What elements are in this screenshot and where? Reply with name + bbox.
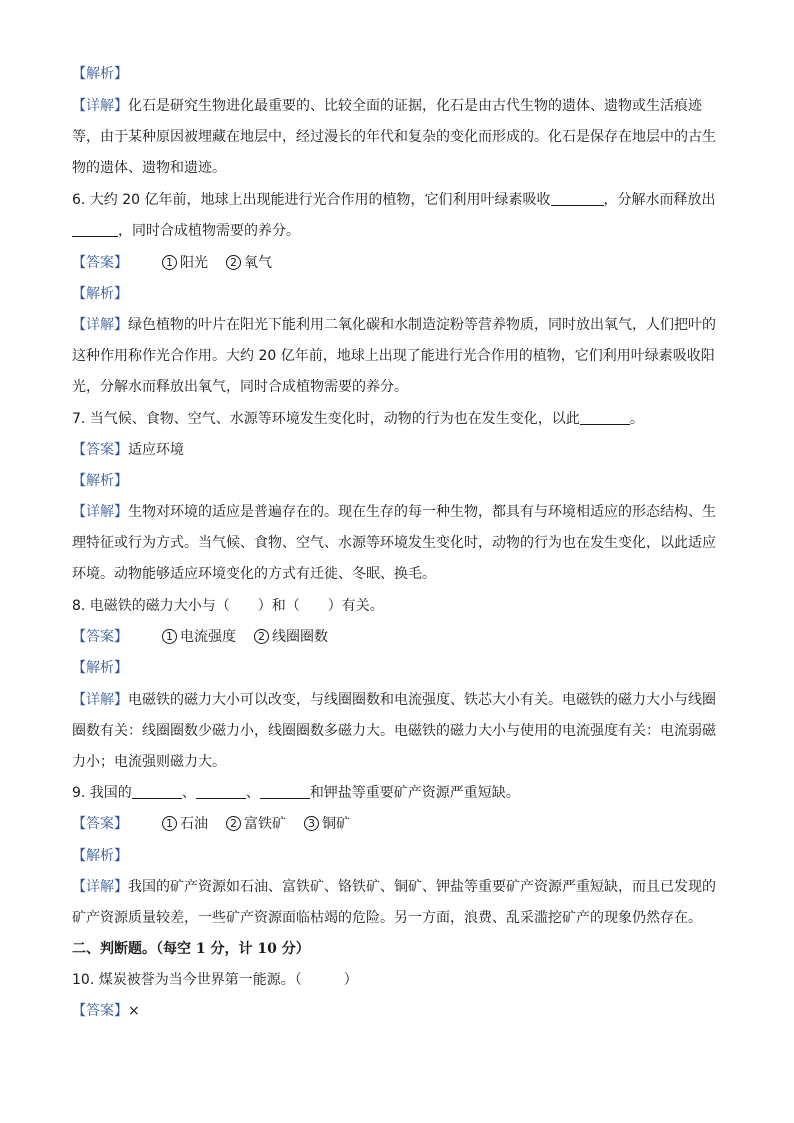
answer-tag: 【答案】 (72, 255, 128, 271)
detail-paragraph (72, 91, 722, 185)
detail-tag: 【详解】 (72, 692, 128, 708)
circled-number: 3 (304, 816, 319, 831)
text-line: 我国的矿产资源如石油、富铁矿、铬铁矿、铜矿、钾盐等重要矿产资源严重短缺，而且已发现的 (128, 879, 716, 895)
text-line: 力小；电流强则磁力大。 (72, 754, 226, 771)
analysis-tag: 【解析】 (72, 286, 128, 302)
answer-text: 线圈圈数 (272, 629, 328, 645)
text-line: 圈数有关：线圈圈数少磁力小，线圈圈数多磁力大。电磁铁的磁力大小与使用的电流强度有关：电流弱磁 (72, 723, 716, 740)
question-7 (72, 404, 722, 435)
detail-paragraph (72, 310, 722, 404)
section-heading (72, 934, 722, 965)
circled-number: 2 (226, 255, 241, 270)
answer-tag: 【答案】 (72, 442, 128, 458)
analysis-heading (72, 466, 722, 497)
answer-tag: 【答案】 (72, 1003, 128, 1019)
text-line: 化石是研究生物进化最重要的、比较全面的证据，化石是由古代生物的遗体、遗物或生活痕迹 (128, 98, 702, 114)
answer-tag: 【答案】 (72, 629, 128, 645)
answer-row (72, 996, 722, 1027)
question-10 (72, 965, 722, 996)
question-8 (72, 591, 722, 622)
text-line: 生物对环境的适应是普遍存在的。现在生存的每一种生物，都具有与环境相适应的形态结构、生 (128, 504, 716, 520)
question-text: 9. 我国的 (72, 785, 132, 801)
analysis-heading (72, 59, 722, 90)
text-line: 物的遗体、遗物和遗迹。 (72, 160, 226, 177)
analysis-tag: 【解析】 (72, 473, 128, 489)
detail-paragraph (72, 872, 722, 934)
text-line: 环境。动物能够适应环境变化的方式有迁徙、冬眠、换毛。 (72, 566, 436, 583)
answer-row (72, 435, 722, 466)
circled-number: 1 (162, 255, 177, 270)
answer-blank (260, 784, 310, 799)
answer-blank (72, 222, 118, 237)
analysis-tag: 【解析】 (72, 848, 128, 864)
detail-paragraph (72, 685, 722, 779)
analysis-tag: 【解析】 (72, 66, 128, 82)
question-6 (72, 185, 722, 247)
analysis-heading (72, 841, 722, 872)
question-text: 6. 大约 20 亿年前，地球上出现能进行光合作用的植物，它们利用叶绿素吸收 (72, 192, 551, 208)
text-line: 矿产资源质量较差，一些矿产资源面临枯竭的危险。另一方面，浪费、乱采滥挖矿产的现象仍然存在。 (72, 910, 702, 927)
circled-number: 2 (254, 629, 269, 644)
detail-tag: 【详解】 (72, 879, 128, 895)
question-text: 和钾盐等重要矿产资源严重短缺。 (309, 785, 520, 801)
answer-blank (551, 191, 604, 206)
circled-number: 1 (162, 816, 177, 831)
answer-blank (580, 410, 630, 425)
text-line: 等，由于某种原因被埋藏在地层中，经过漫长的年代和复杂的变化而形成的。化石是保存在地层中的古生 (72, 129, 716, 146)
answer-row (72, 622, 722, 653)
detail-paragraph (72, 497, 722, 591)
analysis-heading (72, 279, 722, 310)
answer-row (72, 809, 722, 840)
answer-row (72, 248, 722, 279)
answer-text: 适应环境 (128, 442, 184, 458)
text-line: 电磁铁的磁力大小可以改变，与线圈圈数和电流强度、铁芯大小有关。电磁铁的磁力大小与线圈 (128, 692, 716, 708)
answer-blank (196, 784, 246, 799)
analysis-tag: 【解析】 (72, 660, 128, 676)
answer-tag: 【答案】 (72, 816, 128, 832)
answer-text: 富铁矿 (244, 816, 286, 832)
answer-text: 阳光 (180, 255, 208, 271)
answer-text: 氧气 (244, 255, 272, 271)
question-text: 8. 电磁铁的磁力大小与（ ）和（ ）有关。 (72, 598, 384, 614)
question-text: ，同时合成植物需要的养分。 (118, 223, 300, 240)
analysis-heading (72, 653, 722, 684)
detail-tag: 【详解】 (72, 504, 128, 520)
question-text: 10. 煤炭被誉为当今世界第一能源。（ ） (72, 972, 358, 988)
answer-blank (132, 784, 182, 799)
section-title: 二、判断题。（每空 1 分，计 10 分） (72, 941, 310, 957)
question-text: 7. 当气候、食物、空气、水源等环境发生变化时，动物的行为也在发生变化，以此 (72, 411, 580, 427)
circled-number: 1 (162, 629, 177, 644)
text-line: 理特征或行为方式。当气候、食物、空气、水源等环境发生变化时，动物的行为也在发生变化，以此适应 (72, 535, 716, 552)
question-9: 9. 我国的 、 、 和钾盐等重要矿产资源严重短缺。 (72, 785, 520, 801)
detail-tag: 【详解】 (72, 317, 128, 333)
answer-text: 电流强度 (180, 629, 236, 645)
text-line: 光，分解水而释放出氧气，同时合成植物需要的养分。 (72, 379, 408, 396)
detail-tag: 【详解】 (72, 98, 128, 114)
answer-text: × (128, 1003, 140, 1019)
answer-text: 石油 (180, 816, 208, 832)
answer-text: 铜矿 (322, 816, 350, 832)
text-line: 这种作用称作光合作用。大约 20 亿年前，地球上出现了能进行光合作用的植物，它们利用叶绿素吸收阳 (72, 348, 715, 365)
text-line: 绿色植物的叶片在阳光下能利用二氧化碳和水制造淀粉等营养物质，同时放出氧气，人们把叶的 (128, 317, 716, 333)
question-text: 。 (629, 411, 644, 427)
question-text: ，分解水而释放出 (603, 192, 716, 208)
circled-number: 2 (226, 816, 241, 831)
